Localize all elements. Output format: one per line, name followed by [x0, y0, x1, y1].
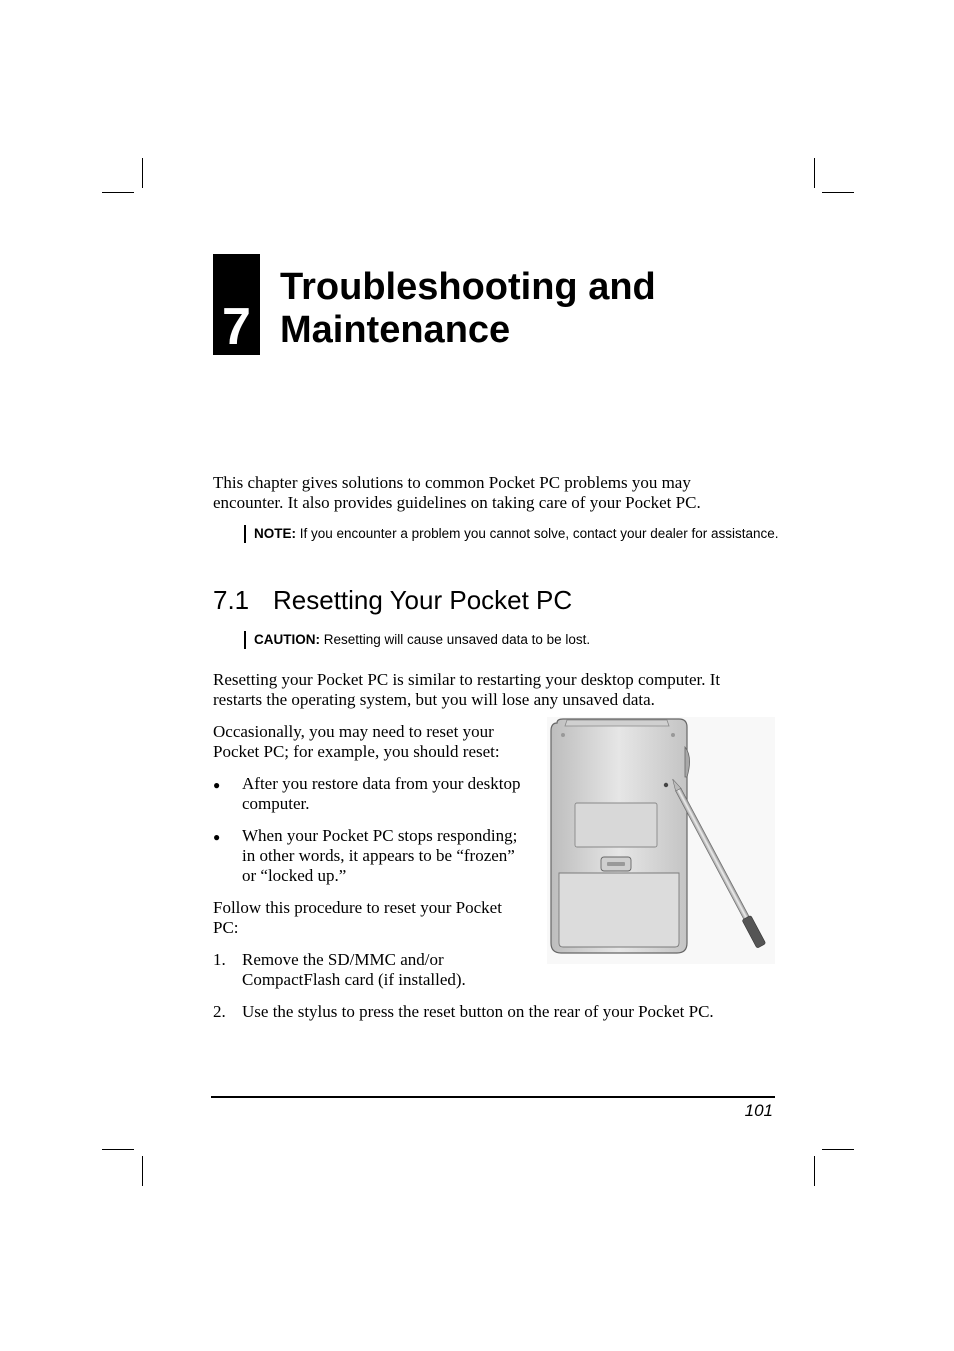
page-number: 101	[744, 1101, 773, 1120]
section-title	[213, 584, 572, 616]
chapter-title-line: Maintenance	[280, 309, 511, 351]
crop-mark	[142, 158, 143, 188]
bullet-icon: ●	[213, 830, 221, 844]
body-paragraph: Occasionally, you may need to reset your Pocket PC; for example, you should reset:	[213, 722, 500, 761]
caution-callout	[244, 631, 590, 649]
list-item-text: After you restore data from your desktop computer.	[242, 774, 521, 813]
list-item-text: When your Pocket PC stops responding; in other words, it appears to be “frozen” or “locked up.”	[242, 826, 518, 885]
list-item	[213, 774, 533, 814]
section-title-text: Resetting Your Pocket PC	[273, 585, 573, 615]
step-item	[213, 1002, 773, 1022]
crop-mark	[814, 1156, 815, 1186]
body-paragraph: Resetting your Pocket PC is similar to restarting your desktop computer. It restarts the operating system, but you will lose any unsaved data.	[213, 670, 721, 709]
note-callout	[244, 525, 779, 543]
step-item	[213, 950, 502, 990]
chapter-number-box	[213, 254, 260, 355]
crop-mark	[822, 1149, 854, 1150]
chapter-title	[280, 266, 800, 352]
crop-mark	[102, 1149, 134, 1150]
bullet-icon: ●	[213, 778, 221, 792]
list-item	[213, 826, 533, 886]
note-text: If you encounter a problem you cannot solve, contact your dealer for assistance.	[296, 526, 779, 541]
step-number: 2.	[213, 1002, 226, 1021]
body-paragraph: Follow this procedure to reset your Pocket PC:	[213, 898, 502, 937]
crop-mark	[814, 158, 815, 188]
caution-text: Resetting will cause unsaved data to be lost.	[320, 632, 591, 647]
footer-rule	[211, 1096, 775, 1098]
crop-mark	[822, 192, 854, 193]
step-text: Use the stylus to press the reset button on the rear of your Pocket PC.	[242, 1002, 714, 1021]
reset-conditions-list	[213, 774, 533, 886]
pocket-pc-rear-illustration	[547, 717, 775, 964]
note-label: NOTE:	[254, 526, 296, 541]
chapter-number: 7	[222, 298, 251, 356]
step-number: 1.	[213, 950, 226, 969]
crop-mark	[142, 1156, 143, 1186]
step-text: Remove the SD/MMC and/or CompactFlash card (if installed).	[242, 950, 466, 989]
intro-paragraph: This chapter gives solutions to common Pocket PC problems you may encounter. It also provides guidelines on taking care of your Pocket PC.	[213, 473, 701, 512]
chapter-title-line: Troubleshooting and	[280, 266, 656, 308]
caution-label: CAUTION:	[254, 632, 320, 647]
section-number: 7.1	[213, 585, 250, 615]
crop-mark	[102, 192, 134, 193]
